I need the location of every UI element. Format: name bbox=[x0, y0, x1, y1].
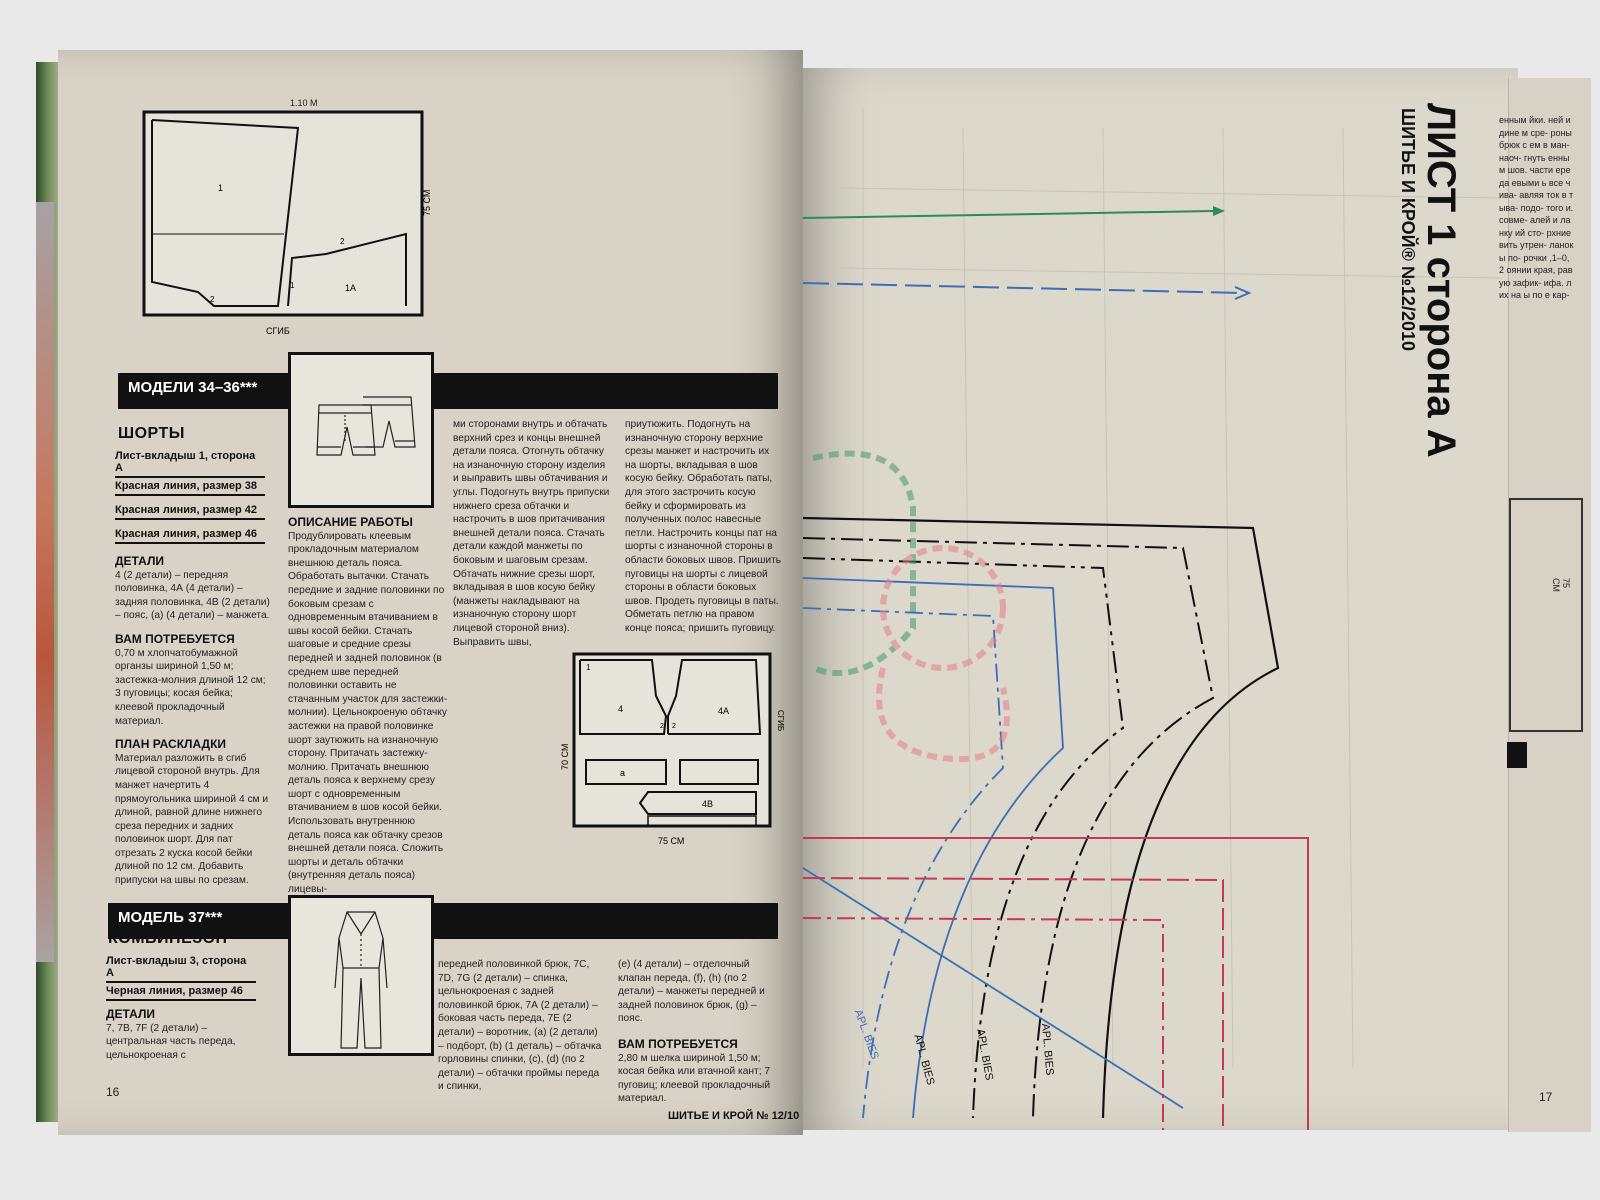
details-heading-2: ДЕТАЛИ bbox=[106, 1007, 155, 1021]
bias-label-3: APL. BIES bbox=[974, 1028, 996, 1082]
jumpsuit-sketch bbox=[291, 898, 431, 1053]
svg-text:2: 2 bbox=[660, 723, 664, 730]
shorts-sketch bbox=[291, 355, 431, 505]
shorts-meta bbox=[115, 450, 265, 544]
details-heading: ДЕТАЛИ bbox=[115, 554, 164, 568]
bias-label-4: APL. BIES bbox=[1039, 1023, 1056, 1076]
line-size-42: Красная линия, размер 42 bbox=[115, 504, 265, 520]
jumpsuit-col4 bbox=[618, 958, 778, 1106]
bias-label-2: APL. BIES bbox=[911, 1033, 937, 1087]
sheet-subtitle: ШИТЬЕ И КРОЙ® №12/2010 bbox=[1398, 108, 1418, 351]
sheet-ref-2: Лист-вкладыш 3, сторона А bbox=[106, 955, 256, 983]
underlying-black-tab bbox=[1507, 742, 1527, 768]
layout-top-width-label: 1.10 М bbox=[290, 98, 318, 108]
needs-text: 0,70 м хлопчатобумажной органзы шириной 1,50 м; застежка-молния длиной 12 см; 3 пуговицы; косая бейка; клеевой прокладочный материал. bbox=[115, 647, 266, 727]
needs-heading-2: ВАМ ПОТРЕБУЕТСЯ bbox=[618, 1036, 738, 1051]
sheet-ref: Лист-вкладыш 1, сторона А bbox=[115, 450, 265, 478]
layout-bottom-diagram bbox=[556, 650, 786, 850]
shorts-col4 bbox=[625, 418, 783, 636]
models-34-36-label: МОДЕЛИ 34–36*** bbox=[118, 373, 267, 402]
svg-text:СГИБ: СГИБ bbox=[776, 710, 785, 732]
col4-text: приутюжить. Подогнуть на изнаночную сторону верхние срезы манжет и настрочить их на шорты, вкладывая в шов косую бейку. Обработать паты, для этого застрочить косую бейку и сформировать из полученных полос навесные петли. Настрочить концы пат на шорты с изнаночной стороны в области боковых швов. Пришить пуговицы на шорты с лицевой стороны в области боковых швов. Продеть пуговицы в паты. Обметать петлю на правом конце пояса; пришить пуговицу. bbox=[625, 419, 782, 634]
svg-text:1: 1 bbox=[218, 183, 224, 193]
details-text: 4 (2 детали) – передняя половинка, 4А (4 детали) – задняя половинка, 4В (2 детали) – пояс, (а) (4 детали) – манжета. bbox=[115, 569, 270, 622]
svg-text:СГИБ: СГИБ bbox=[266, 326, 290, 336]
svg-text:75 СМ: 75 СМ bbox=[422, 189, 432, 216]
right-page bbox=[803, 68, 1518, 1130]
needs-text-2: 2,80 м шелка шириной 1,50 м; косая бейка или втачной кант; 7 пуговиц; клеевой прокладочный материал. bbox=[618, 1052, 771, 1105]
svg-text:4В: 4В bbox=[702, 799, 714, 809]
shorts-col3 bbox=[453, 418, 611, 649]
model-37-label: МОДЕЛЬ 37*** bbox=[108, 903, 232, 932]
svg-text:1: 1 bbox=[586, 663, 591, 672]
shorts-title: ШОРТЫ bbox=[118, 425, 185, 442]
shorts-col2 bbox=[288, 516, 448, 897]
bias-label-1: APL. BIES bbox=[851, 1008, 881, 1061]
svg-text:2: 2 bbox=[340, 237, 345, 246]
svg-text:4: 4 bbox=[618, 704, 624, 714]
underlying-dimension: 75 СМ bbox=[1551, 578, 1571, 592]
jumpsuit-meta bbox=[106, 955, 256, 1001]
work-heading: ОПИСАНИЕ РАБОТЫ bbox=[288, 515, 413, 529]
svg-text:1А: 1А bbox=[345, 283, 357, 293]
page-number-right: 17 bbox=[1539, 1090, 1553, 1104]
left-page bbox=[58, 50, 803, 1135]
line-size-46: Красная линия, размер 46 bbox=[115, 528, 265, 544]
svg-text:70 СМ: 70 СМ bbox=[560, 743, 570, 770]
col3-text: ми сторонами внутрь и обтачать верхний срез и концы внешней детали пояса. Отогнуть обтачку на изнаночную сторону изделия и выправить швы обтачивания и углы. Подогнуть внутрь припуски нижнего среза обтачки и настрочить в шов притачивания внешней детали пояса. Стачать детали каждой манжеты по боковым и шаговым срезам. Обтачать нижние срезы шорт, вкладывая в шов косую бейку (манжеты накладывают на изнаночную сторону шорт лицевой стороной вниз). Выправить швы, bbox=[453, 419, 610, 648]
footer-magazine: ШИТЬЕ И КРОЙ № 12/10 bbox=[668, 1110, 800, 1122]
svg-text:1: 1 bbox=[290, 281, 295, 290]
svg-text:а: а bbox=[620, 768, 626, 778]
jumpsuit-col3-text: передней половинкой брюк, 7С, 7D, 7G (2 детали) – спинка, цельнокроеная с задней половинкой брюк, 7А (2 детали) – боковая часть переда, 7Е (2 детали) – воротник, (а) (2 детали) – подборт, (b) (1 деталь) – обтачка горловины спинки, (с), (d) (по 2 детали) – обтачки проймы переда и спинки, bbox=[438, 959, 602, 1093]
sheet-title: ЛИСТ 1 сторона А bbox=[1419, 103, 1463, 458]
underlying-page bbox=[1499, 78, 1591, 1132]
underlying-diagram bbox=[1509, 498, 1583, 732]
line-size-38: Красная линия, размер 38 bbox=[115, 480, 265, 496]
svg-text:4А: 4А bbox=[718, 706, 730, 716]
details-text-2: 7, 7В, 7F (2 детали) – центральная часть переда, цельнокроеная с bbox=[106, 1022, 236, 1061]
svg-text:75 СМ: 75 СМ bbox=[658, 836, 685, 846]
jumpsuit-col1 bbox=[106, 1008, 264, 1062]
jumpsuit-col4-text: (е) (4 детали) – отделочный клапан переда, (f), (h) (по 2 детали) – манжеты передней и задней половинок брюк, (g) – пояс. bbox=[618, 959, 765, 1025]
jumpsuit-col3 bbox=[438, 958, 603, 1094]
work-text: Продублировать клеевым прокладочным материалом внешнюю деталь пояса. Обработать вытачки. Стачать передние и задние половинки по боковым срезам с одновременным втачиванием в швы косой бейки. Стачать шаговые и средние срезы передней и задней половинок (в среднем шве передней половинки оставить не стачанным участок для застежки-молнии). Цельнокроеную обтачку застежки на правой половинке шорт заутюжить на изнаночную сторону. Притачать застежку-молнию. Притачать внешнюю деталь пояса к верхнему срезу шорт с одновременным втачиванием в шов косой бейки. Использовать внутреннюю деталь пояса как обтачку срезов внешней детали пояса. Сложить шорты и деталь обтачки (внутренняя деталь пояса) лицевы- bbox=[288, 530, 448, 896]
underlying-text: енным йки. ней и дине м сре- роны брюк с ем в ман- наоч- гнуть енным шов. части ереда евыми ь все чива- авляя ток в тыва- подо- того и. совме- алей и ланку ий сто- рхние вить утрен- ланок ы по- рочки ,1–0,2 оянии края, равую зафик- ифа. лих на ы по е кар- bbox=[1499, 115, 1574, 300]
jumpsuit-title: КОМБИНЕЗОН bbox=[108, 930, 228, 947]
plan-heading: ПЛАН РАСКЛАДКИ bbox=[115, 737, 227, 752]
svg-text:2: 2 bbox=[672, 723, 676, 730]
plan-text: Материал разложить в сгиб лицевой стороной внутрь. Для манжет начертить 4 прямоугольника шириной 4 см и длиной, равной длине нижнего среза передних и задних половинок шорт. Для пат отрезать 2 куска косой бейки длиной по 12 см. Добавить припуски на швы по срезам. bbox=[115, 752, 269, 887]
svg-text:2: 2 bbox=[210, 295, 215, 304]
shorts-illustration bbox=[288, 352, 434, 508]
page-number-left: 16 bbox=[106, 1085, 120, 1099]
needs-heading: ВАМ ПОТРЕБУЕТСЯ bbox=[115, 631, 235, 646]
shorts-col1 bbox=[115, 555, 270, 888]
jumpsuit-illustration bbox=[288, 895, 434, 1056]
line-size-46-black: Черная линия, размер 46 bbox=[106, 985, 256, 1001]
